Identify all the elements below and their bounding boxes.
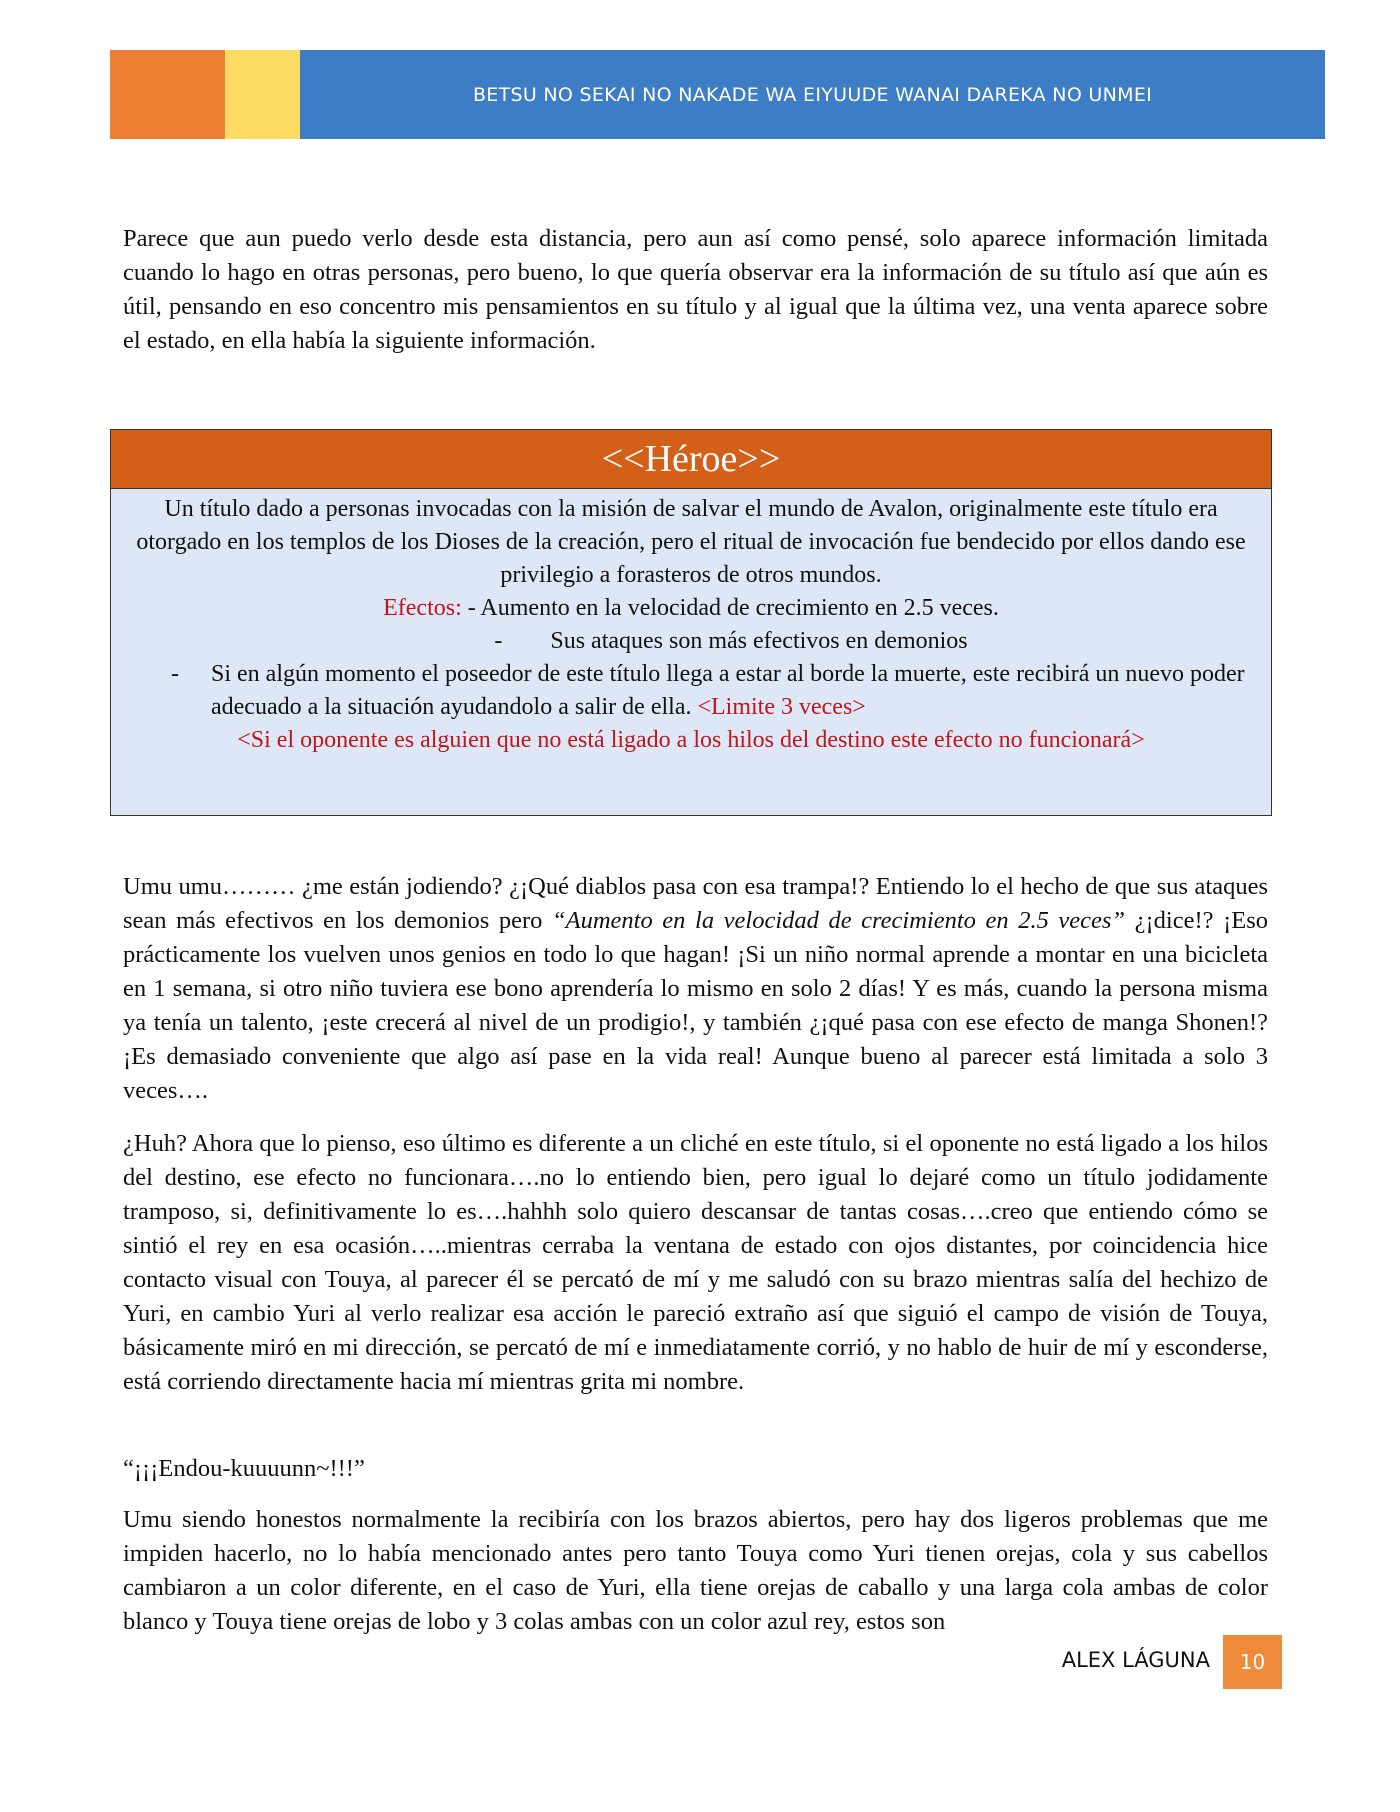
paragraph-1: Parece que aun puedo verlo desde esta distancia, pero aun así como pensé, solo aparece información limitada cuando lo hago en otras personas, pero bueno, lo que quería observar era la información de su título así que aún es útil, pensando en eso concentro mis pensamientos en su título y al igual que la última vez, una venta aparece sobre el estado, en ella había la siguiente información. xyxy=(123,225,1268,354)
paragraph-2 xyxy=(123,870,1268,1108)
page-number: 10 xyxy=(1239,1650,1266,1674)
effect-1-text: - Aumento en la velocidad de crecimiento en 2.5 veces. xyxy=(461,595,999,621)
effect-3-content xyxy=(211,658,1255,724)
title-info-box xyxy=(110,429,1272,816)
effect-line-2 xyxy=(127,625,1255,658)
effect-line-3 xyxy=(127,658,1255,724)
dialogue-line: “¡¡¡Endou-kuuuunn~!!!” xyxy=(123,1455,365,1482)
effect-condition: <Si el oponente es alguien que no está ligado a los hilos del destino este efecto no funcionará> xyxy=(237,727,1145,753)
footer-author: ALEX LÁGUNA xyxy=(1061,1648,1210,1672)
effect-3-text: Si en algún momento el poseedor de este título llega a estar al borde la muerte, este recibirá un nuevo poder adecuado a la situación ayudandolo a salir de ella. xyxy=(211,661,1245,720)
effects-label: Efectos: xyxy=(383,595,462,621)
header-title-bar xyxy=(300,50,1325,139)
paragraph-2-part-a: Umu umu……… ¿me están jodiendo? ¿¡Qué diablos pasa con esa trampa!? Entiendo lo el hecho de que sus ataques sean más efectivos en los demonios pero xyxy=(123,873,1268,934)
paragraph-2-part-b: ¿¡dice!? ¡Eso prácticamente los vuelven unos genios en todo lo que hagan! ¡Si un niño normal aprende a montar en una bicicleta en 1 semana, si otro niño tuviera ese bono aprendería lo mismo en solo 2 días! Y es más, cuando la persona misma ya tenía un talento, ¡este crecerá al nivel de un prodigio!, y también ¿¡qué pasa con ese efecto de manga Shonen!? ¡Es demasiado conveniente que algo así pase en la vida real! Aunque bueno al parecer está limitada a solo 3 veces…. xyxy=(123,907,1269,1104)
paragraph-2-quote: “Aumento en la velocidad de crecimiento en 2.5 veces” xyxy=(552,907,1126,934)
effect-2-dash: - xyxy=(494,628,503,654)
info-box-title: <<Héroe>> xyxy=(601,438,781,480)
paragraph-5: Umu siendo honestos normalmente la recibiría con los brazos abiertos, pero hay dos ligeros problemas que me impiden hacerlo, no lo había mencionado antes pero tanto Touya como Yuri tienen orejas, cola y sus cabellos cambiaron a un color diferente, en el caso de Yuri, ella tiene orejas de caballo y una larga cola ambas de color blanco y Touya tiene orejas de lobo y 3 colas ambas con un color azul rey, estos son xyxy=(123,1506,1268,1635)
effect-2-text: Sus ataques son más efectivos en demonios xyxy=(550,628,968,654)
header-yellow-block xyxy=(225,50,300,139)
page-header xyxy=(110,50,1325,139)
header-orange-block xyxy=(110,50,225,139)
header-title: BETSU NO SEKAI NO NAKADE WA EIYUUDE WANAI DAREKA NO UNMEI xyxy=(472,83,1153,106)
page-number-badge xyxy=(1223,1635,1282,1689)
info-box-title-bar xyxy=(111,430,1271,489)
effect-3-dash: - xyxy=(171,661,179,687)
effect-line-1 xyxy=(127,592,1255,625)
info-box-description: Un título dado a personas invocadas con la misión de salvar el mundo de Avalon, originalmente este título era otorgado en los templos de los Dioses de la creación, pero el ritual de invocación fue bendecido por ellos dando ese privilegio a forasteros de otros mundos. xyxy=(136,496,1246,588)
effect-3-limit: <Limite 3 veces> xyxy=(697,694,866,720)
paragraph-3: ¿Huh? Ahora que lo pienso, eso último es diferente a un cliché en este título, si el oponente no está ligado a los hilos del destino, ese efecto no funcionara….no lo entiendo bien, pero igual lo dejaré como un título jodidamente tramposo, si, definitivamente lo es….hahhh solo quiero descansar de tantas cosas….creo que entiendo cómo se sintió el rey en esa ocasión…..mientras cerraba la ventana de estado con ojos distantes, por coincidencia hice contacto visual con Touya, al parecer él se percató de mí y me saludó con su brazo mientras salía del hechizo de Yuri, en cambio Yuri al verlo realizar esa acción le pareció extraño así que siguió el campo de visión de Touya, básicamente miró en mi dirección, se percató de mí e inmediatamente corrió, y no hablo de huir de mí y esconderse, está corriendo directamente hacia mí mientras grita mi nombre. xyxy=(123,1130,1268,1395)
info-box-body xyxy=(111,489,1271,757)
